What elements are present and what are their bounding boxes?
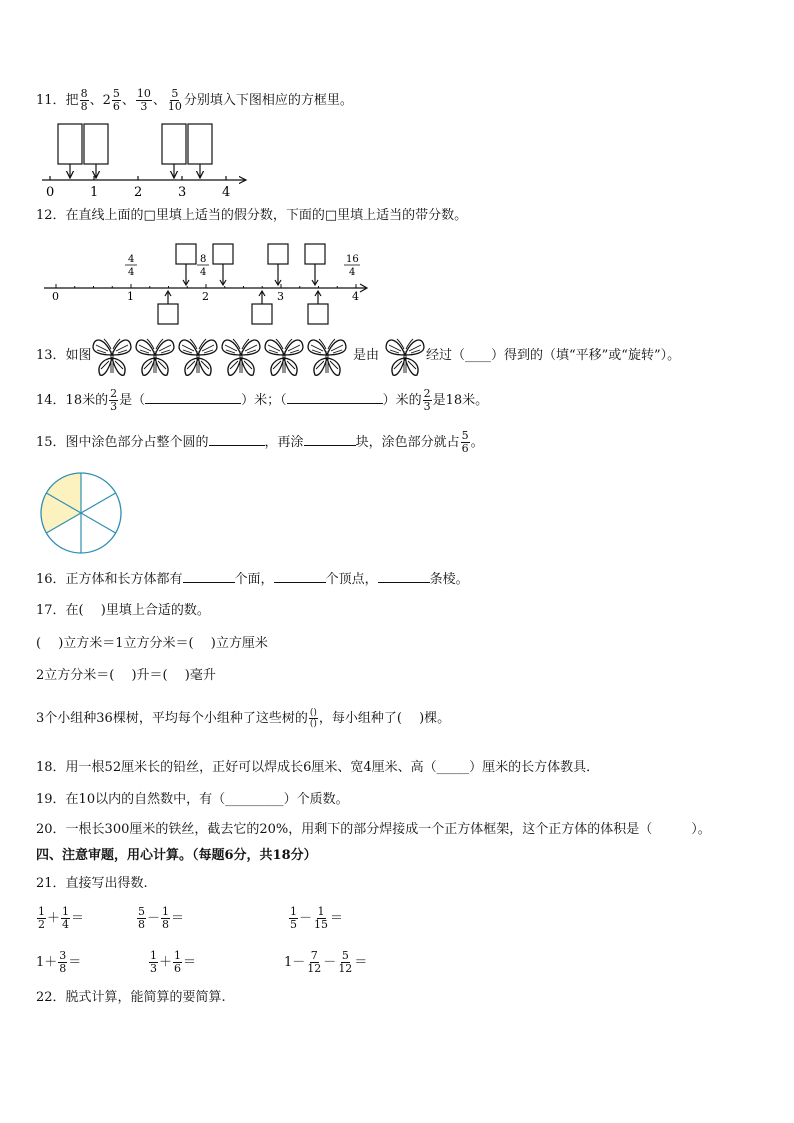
q17-title: 17．在( )里填上合适的数。 bbox=[36, 603, 210, 618]
q11-axis-label: 3 bbox=[178, 185, 187, 200]
q12-tick-label: 2 bbox=[202, 290, 209, 303]
svg-text:16: 16 bbox=[346, 254, 359, 265]
q19: 19．在10以内的自然数中，有（_________）个质数。 bbox=[36, 792, 349, 807]
q21-title: 21．直接写出得数. bbox=[36, 876, 148, 891]
butterfly-icon bbox=[179, 339, 217, 375]
svg-text:4: 4 bbox=[200, 267, 207, 278]
q11-axis-label: 0 bbox=[46, 185, 55, 200]
butterfly-icon bbox=[386, 339, 424, 375]
q17-line3: 3个小组种36棵树，平均每个小组种了这些树的 $\frac{()}{()}$ ，每小组种了( )棵。 bbox=[36, 708, 451, 729]
q14-line: 14．18米的 $\frac{2}{3}$ 是（ ）米；（ ）米的 $\frac{2}{3}$ 是18米。 bbox=[36, 387, 489, 413]
butterfly-icon bbox=[222, 339, 260, 375]
svg-text:4: 4 bbox=[128, 267, 135, 278]
q12-fraction-8-4 bbox=[197, 254, 209, 278]
q11-axis-label: 1 bbox=[90, 185, 99, 200]
svg-text:4: 4 bbox=[349, 267, 356, 278]
q11-axis-label: 2 bbox=[134, 185, 143, 200]
q11-frac4: $\frac{5}{10}$ bbox=[167, 87, 182, 113]
q12-upper-box[interactable] bbox=[305, 244, 325, 264]
q21-expr-6: 1－ $\frac{7}{12}$ － $\frac{5}{12}$ ＝ bbox=[284, 949, 368, 975]
q11-frac1: $\frac{8}{8}$ bbox=[80, 87, 88, 113]
q17-line1: ( )立方米＝1立方分米＝( )立方厘米 bbox=[36, 636, 268, 651]
butterfly-icon bbox=[384, 334, 426, 380]
q11-answer-box[interactable] bbox=[84, 124, 108, 164]
q21-expr-3: $\frac{1}{5}$ － $\frac{1}{15}$ ＝ bbox=[290, 905, 344, 931]
q11-number-line bbox=[40, 118, 260, 200]
q16-blank1[interactable] bbox=[183, 570, 235, 583]
q13-prefix: 13．如图 bbox=[36, 348, 92, 363]
q13-line bbox=[36, 346, 92, 366]
q20: 20．一根长300厘米的铁丝，截去它的20%，用剩下的部分焊接成一个正方体框架，这个正方体的体积是（ ）。 bbox=[36, 822, 711, 837]
q11-number: 11． bbox=[36, 93, 66, 108]
q13-suffix: 经过（____）得到的（填“平移”或“旋转”）。 bbox=[426, 348, 681, 363]
q21-expr-5: $\frac{1}{3}$ ＋ $\frac{1}{6}$ ＝ bbox=[150, 949, 197, 975]
q14-frac1: $\frac{2}{3}$ bbox=[110, 387, 118, 413]
q12-upper-box[interactable] bbox=[176, 244, 196, 264]
q12-tick-label: 0 bbox=[52, 290, 59, 303]
q15-line: 15．图中涂色部分占整个圆的 ，再涂 块，涂色部分就占 $\frac{5}{6}$ 。 bbox=[36, 429, 484, 455]
q14-blank2[interactable] bbox=[287, 391, 383, 404]
q13-butterfly-row bbox=[92, 334, 354, 380]
q12-upper-box[interactable] bbox=[213, 244, 233, 264]
q11-line: 11．把 $\frac{8}{8}$ 、2 $\frac{5}{6}$ 、 $\frac{10}{3}$ 、 $\frac{5}{10}$ 分别填入下图相应的方框里。 bbox=[36, 87, 353, 113]
q12-tick-label: 3 bbox=[277, 290, 284, 303]
q15-frac: $\frac{5}{6}$ bbox=[461, 429, 469, 455]
q21-expr-2: $\frac{5}{8}$ － $\frac{1}{8}$ ＝ bbox=[138, 905, 185, 931]
butterfly-icon bbox=[265, 339, 303, 375]
q16-line: 16．正方体和长方体都有 个面， 个顶点， 条棱。 bbox=[36, 572, 469, 587]
butterfly-icon bbox=[308, 339, 346, 375]
q17-line2: 2立方分米＝( )升＝( )毫升 bbox=[36, 668, 216, 683]
q14-blank1[interactable] bbox=[145, 391, 241, 404]
svg-text:8: 8 bbox=[200, 254, 207, 265]
q11-answer-box[interactable] bbox=[162, 124, 186, 164]
q12-lower-box[interactable] bbox=[158, 304, 178, 324]
q11-mixed-whole: 2 bbox=[102, 93, 111, 108]
q17-frac: $\frac{()}{()}$ bbox=[309, 708, 317, 729]
q16-blank3[interactable] bbox=[378, 570, 430, 583]
q16-blank2[interactable] bbox=[274, 570, 326, 583]
q12-lower-box[interactable] bbox=[252, 304, 272, 324]
q13-mid: 是由 bbox=[353, 348, 380, 363]
section-4-heading: 四、注意审题，用心计算。（每题6分，共18分） bbox=[36, 848, 317, 863]
q11-frac3: $\frac{10}{3}$ bbox=[136, 87, 151, 113]
q12-fraction-4-4 bbox=[125, 254, 137, 278]
svg-text:4: 4 bbox=[128, 254, 135, 265]
q12-tick-label: 4 bbox=[352, 290, 359, 303]
q11-frac2: $\frac{5}{6}$ bbox=[112, 87, 120, 113]
butterfly-icon bbox=[136, 339, 174, 375]
q12-upper-box[interactable] bbox=[268, 244, 288, 264]
butterfly-icon bbox=[93, 339, 131, 375]
q11-answer-box[interactable] bbox=[58, 124, 82, 164]
q11-prefix: 把 bbox=[65, 93, 79, 108]
q15-blank2[interactable] bbox=[304, 433, 356, 446]
q12-lower-box[interactable] bbox=[308, 304, 328, 324]
q12-tick-label: 1 bbox=[127, 290, 134, 303]
q12-number-line bbox=[40, 240, 380, 330]
q21-expr-1: $\frac{1}{2}$ ＋ $\frac{1}{4}$ ＝ bbox=[38, 905, 85, 931]
q18: 18．用一根52厘米长的铅丝，正好可以焊成长6厘米、宽4厘米、高（_____）厘米的长方体教具． bbox=[36, 760, 600, 775]
q21-expr-4: 1＋ $\frac{3}{8}$ ＝ bbox=[36, 949, 82, 975]
q11-answer-box[interactable] bbox=[188, 124, 212, 164]
q15-circle-diagram bbox=[36, 472, 126, 554]
q12-fraction-16-4 bbox=[344, 254, 360, 278]
q12-text: 12．在直线上面的□里填上适当的假分数，下面的□里填上适当的带分数。 bbox=[36, 208, 468, 223]
q11-axis-label: 4 bbox=[222, 185, 231, 200]
q14-frac2: $\frac{2}{3}$ bbox=[423, 387, 431, 413]
q11-suffix: 分别填入下图相应的方框里。 bbox=[183, 93, 353, 108]
q15-blank1[interactable] bbox=[209, 433, 265, 446]
q22: 22．脱式计算，能简算的要简算. bbox=[36, 990, 226, 1005]
